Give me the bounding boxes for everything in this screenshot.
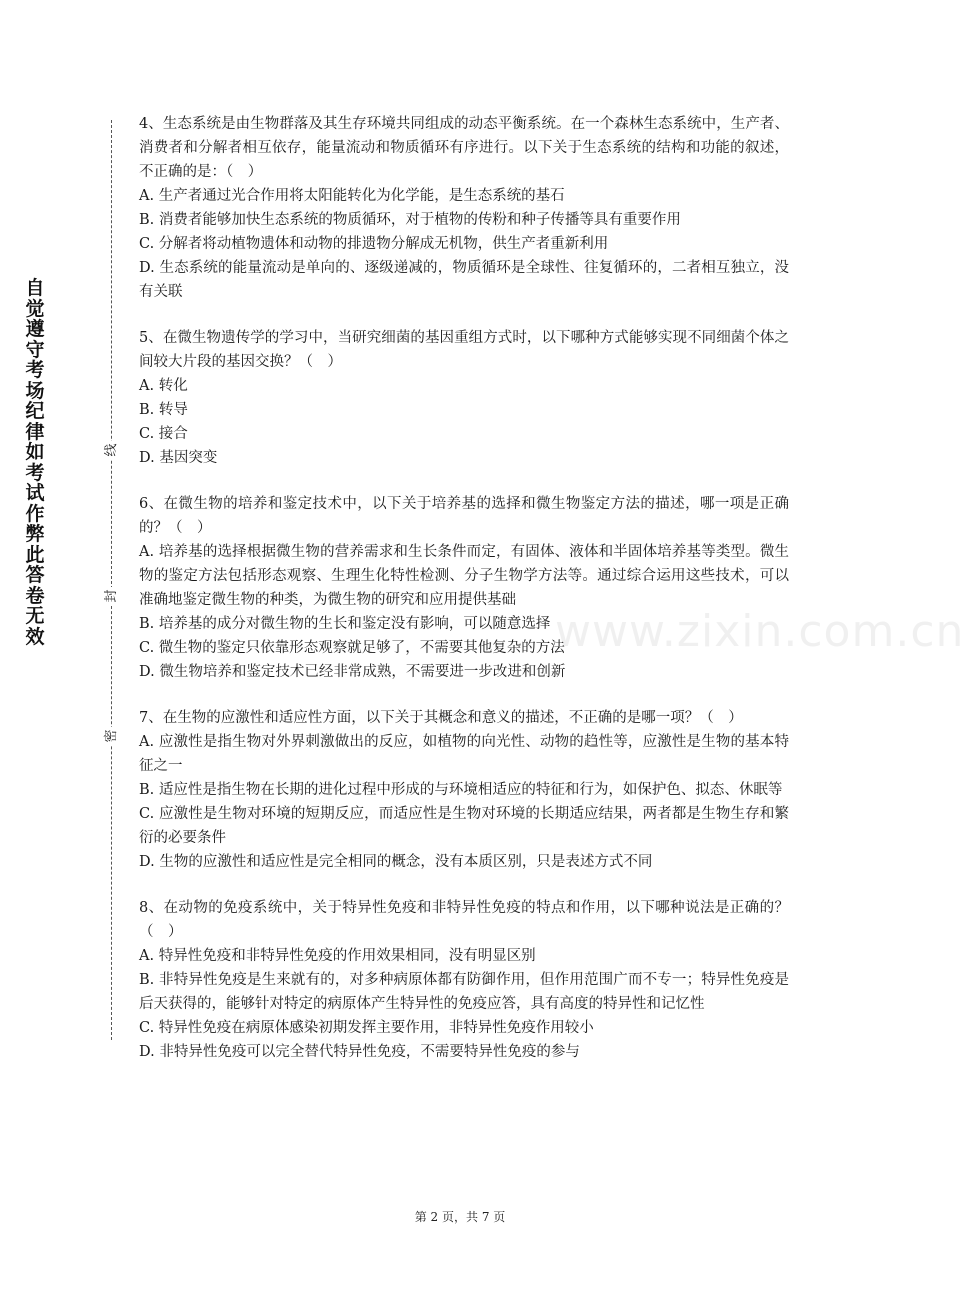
option-d: D. 生态系统的能量流动是单向的、逐级递减的，物质循环是全球性、往复循环的，二者相互独立，没有关联 [139, 260, 789, 300]
watermark: www.zixin.com.cn [555, 606, 964, 657]
option-b: B. 转导 [139, 402, 188, 418]
option-c: C. 微生物的鉴定只依靠形态观察就足够了，不需要其他复杂的方法 [139, 640, 565, 656]
option-c: C. 接合 [139, 426, 188, 442]
question-stem: 8、在动物的免疫系统中，关于特异性免疫和非特异性免疫的特点和作用，以下哪种说法是正确的？（ ） [139, 900, 789, 940]
option-a: A. 培养基的选择根据微生物的营养需求和生长条件而定，有固体、液体和半固体培养基等类型。微生物的鉴定方法包括形态观察、生理生化特性检测、分子生物学方法等。通过综合运用这些技术，可以准确地鉴定微生物的种类，为微生物的研究和应用提供基础 [139, 544, 789, 608]
option-a: A. 特异性免疫和非特异性免疫的作用效果相同，没有明显区别 [139, 948, 536, 964]
question-5 [139, 326, 789, 470]
binding-mark-mi: 密 [102, 727, 122, 745]
option-a: A. 应激性是指生物对外界刺激做出的反应，如植物的向光性、动物的趋性等，应激性是生物的基本特征之一 [139, 734, 789, 774]
option-b: B. 培养基的成分对微生物的生长和鉴定没有影响，可以随意选择 [139, 616, 551, 632]
option-c: C. 应激性是生物对环境的短期反应，而适应性是生物对环境的长期适应结果，两者都是生物生存和繁衍的必要条件 [139, 806, 789, 846]
option-d: D. 非特异性免疫可以完全替代特异性免疫，不需要特异性免疫的参与 [139, 1044, 580, 1060]
option-c: C. 特异性免疫在病原体感染初期发挥主要作用，非特异性免疫作用较小 [139, 1020, 594, 1036]
binding-dashed-line [111, 120, 112, 1040]
question-6 [139, 492, 789, 684]
question-stem: 7、在生物的应激性和适应性方面，以下关于其概念和意义的描述，不正确的是哪一项？（ ） [139, 710, 743, 726]
question-stem: 6、在微生物的培养和鉴定技术中，以下关于培养基的选择和微生物鉴定方法的描述，哪一项是正确的？（ ） [139, 496, 789, 536]
question-7 [139, 706, 789, 874]
binding-mark-xian: 线 [102, 441, 122, 459]
option-a: A. 转化 [139, 378, 188, 394]
option-c: C. 分解者将动植物遗体和动物的排遗物分解成无机物，供生产者重新利用 [139, 236, 609, 252]
option-b: B. 消费者能够加快生态系统的物质循环，对于植物的传粉和种子传播等具有重要作用 [139, 212, 681, 228]
binding-mark-feng: 封 [102, 587, 122, 605]
question-4 [139, 112, 789, 304]
question-stem: 4、生态系统是由生物群落及其生存环境共同组成的动态平衡系统。在一个森林生态系统中，生产者、消费者和分解者相互依存，能量流动和物质循环有序进行。以下关于生态系统的结构和功能的叙述，不正确的是：（ ） [139, 116, 789, 180]
option-d: D. 微生物培养和鉴定技术已经非常成熟，不需要进一步改进和创新 [139, 664, 566, 680]
question-8 [139, 896, 789, 1064]
option-b: B. 适应性是指生物在长期的进化过程中形成的与环境相适应的特征和行为，如保护色、拟态、休眠等 [139, 782, 783, 798]
question-list [139, 112, 789, 1086]
option-b: B. 非特异性免疫是生来就有的，对多种病原体都有防御作用，但作用范围广而不专一；特异性免疫是后天获得的，能够针对特定的病原体产生特异性的免疫应答，具有高度的特异性和记忆性 [139, 972, 789, 1012]
option-a: A. 生产者通过光合作用将太阳能转化为化学能，是生态系统的基石 [139, 188, 565, 204]
option-d: D. 生物的应激性和适应性是完全相同的概念，没有本质区别，只是表述方式不同 [139, 854, 653, 870]
page-number-footer: 第 2 页，共 7 页 [414, 1210, 506, 1224]
option-d: D. 基因突变 [139, 450, 218, 466]
question-stem: 5、在微生物遗传学的学习中，当研究细菌的基因重组方式时，以下哪种方式能够实现不同细菌个体之间较大片段的基因交换？（ ） [139, 330, 789, 370]
exam-discipline-notice: 自觉遵守考场纪律如考试作弊此答卷无效 [25, 277, 45, 648]
